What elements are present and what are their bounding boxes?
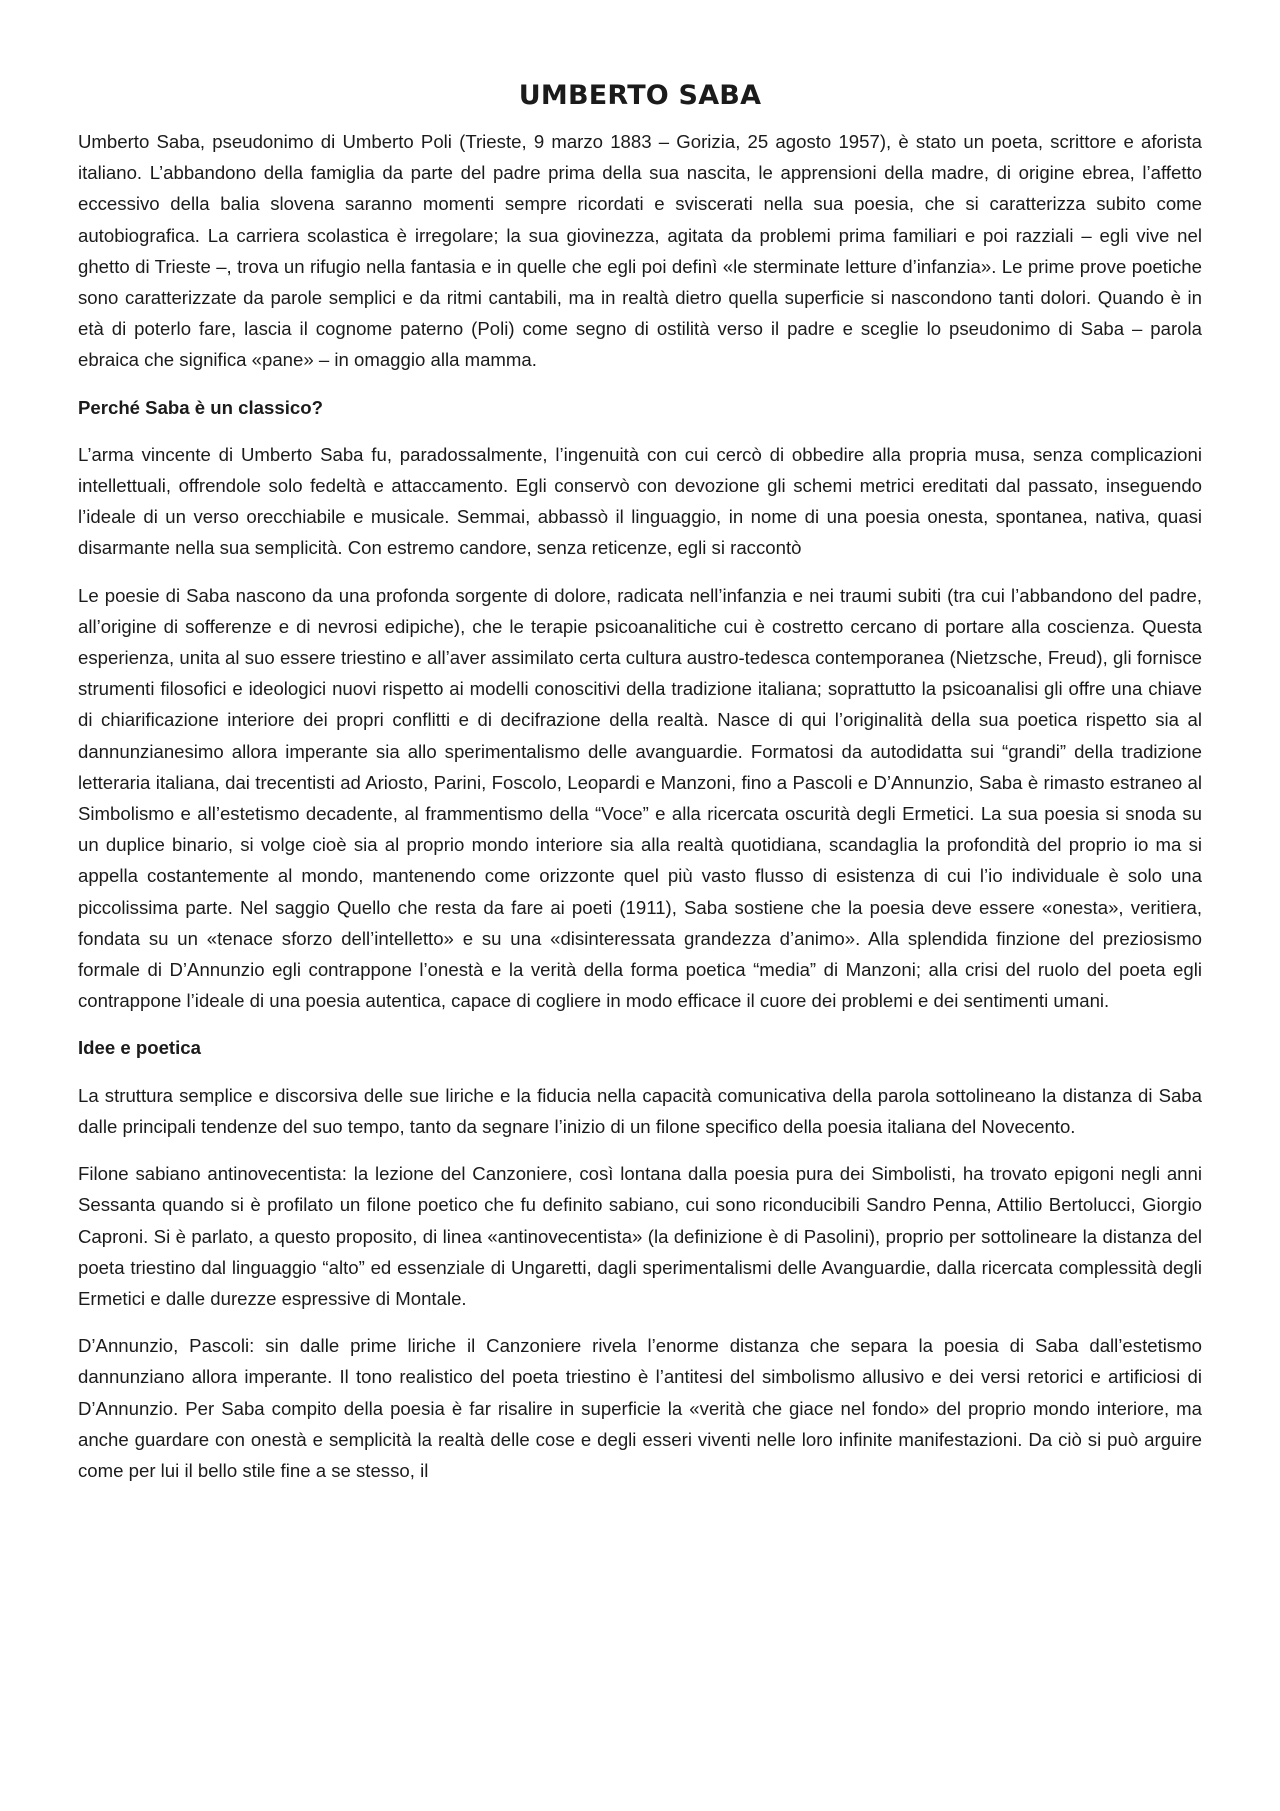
section-heading-idee: Idee e poetica — [78, 1037, 201, 1059]
section-heading-classico: Perché Saba è un classico? — [78, 396, 323, 418]
classico-paragraph-1: L’arma vincente di Umberto Saba fu, paradossalmente, l’ingenuità con cui cercò di obbedire alla propria musa, senza complicazioni intellettuali, offrendole solo fedeltà e attaccamento. Egli conservò con devozione gli schemi metrici ereditati dal passato, inseguendo l’ideale di un verso orecchiabile e musicale. Semmai, abbassò il linguaggio, in nome di una poesia onesta, spontanea, nativa, quasi disarmante nella sua semplicità. Con estremo candore, senza reticenze, egli si raccontò — [78, 443, 1202, 559]
idee-paragraph-2: Filone sabiano antinovecentista: la lezione del Canzoniere, così lontana dalla poesia pura dei Simbolisti, ha trovato epigoni negli anni Sessanta quando si è profilato un filone poetico che fu definito sabiano, cui sono riconducibili Sandro Penna, Attilio Bertolucci, Giorgio Caproni. Si è parlato, a questo proposito, di linea «antinovecentista» (la definizione è di Pasolini), proprio per sottolineare la distanza del poeta triestino dal linguaggio “alto” ed essenziale di Ungaretti, dagli sperimentalismi delle Avanguardie, dalla ricercata complessità degli Ermetici e dalle durezze espressive di Montale. — [78, 1163, 1202, 1309]
classico-paragraph-2: Le poesie di Saba nascono da una profonda sorgente di dolore, radicata nell’infanzia e nei traumi subiti (tra cui l’abbandono del padre, all’origine di sofferenze e di nevrosi edipiche), che le terapie psicoanalitiche cui è costretto cercano di portare alla coscienza. Questa esperienza, unita al suo essere triestino e all’aver assimilato certa cultura austro-tedesca contemporanea (Nietzsche, Freud), gli fornisce strumenti filosofici e ideologici nuovi rispetto ai modelli conoscitivi della tradizione italiana; soprattutto la psicoanalisi gli offre una chiave di chiarificazione interiore dei propri conflitti e di decifrazione della realtà. Nasce di qui l’originalità della sua poetica rispetto sia al dannunzianesimo allora imperante sia allo sperimentalismo delle avanguardie. Formatosi da autodidatta sui “grandi” della tradizione letteraria italiana, dai trecentisti ad Ariosto, Parini, Foscolo, Leopardi e Manzoni, fino a Pascoli e D’Annunzio, Saba è rimasto estraneo al Simbolismo e all’estetismo decadente, al frammentismo della “Voce” e alla ricercata oscurità degli Ermetici. La sua poesia si snoda su un duplice binario, si volge cioè sia al proprio mondo interiore sia alla realtà quotidiana, scandaglia la profondità del proprio io ma si appella costantemente al mondo, mantenendo come orizzonte quel più vasto flusso di esistenza di cui l’io individuale è solo una piccolissima parte. Nel saggio Quello che resta da fare ai poeti (1911), Saba sostiene che la poesia deve essere «onesta», veritiera, fondata su un «tenace sforzo dell’intelletto» e su una «disinteressata grandezza d’animo». Alla splendida finzione del preziosismo formale di D’Annunzio egli contrappone l’onestà e la verità della forma poetica “media” di Manzoni; alla crisi del ruolo del poeta egli contrappone l’ideale di una poesia autentica, capace di cogliere in modo efficace il cuore dei problemi e dei sentimenti umani. — [78, 584, 1202, 1012]
page-title: UMBERTO SABA — [518, 80, 762, 111]
idee-paragraph-3: D’Annunzio, Pascoli: sin dalle prime liriche il Canzoniere rivela l’enorme distanza che separa la poesia di Saba dall’estetismo dannunziano allora imperante. Il tono realistico del poeta triestino è l’antitesi del simbolismo allusivo e dei versi retorici e artificiosi di D’Annunzio. Per Saba compito della poesia è far risalire in superficie la «verità che giace nel fondo» del proprio mondo interiore, ma anche guardare con onestà e semplicità la realtà delle cose e degli esseri viventi nelle loro infinite manifestazioni. Da ciò si può arguire come per lui il bello stile fine a se stesso, il — [78, 1335, 1202, 1481]
intro-paragraph: Umberto Saba, pseudonimo di Umberto Poli (Trieste, 9 marzo 1883 – Gorizia, 25 agosto 1957), è stato un poeta, scrittore e aforista italiano. L’abbandono della famiglia da parte del padre prima della sua nascita, le apprensioni della madre, di origine ebrea, l’affetto eccessivo della balia slovena saranno momenti sempre ricordati e sviscerati nella sua poesia, che si caratterizza subito come autobiografica. La carriera scolastica è irregolare; la sua giovinezza, agitata da problemi prima familiari e poi razziali – egli vive nel ghetto di Trieste –, trova un rifugio nella fantasia e in quelle che egli poi definì «le sterminate letture d’infanzia». Le prime prove poetiche sono caratterizzate da parole semplici e da ritmi cantabili, ma in realtà dietro quella superficie si nascondono tanti dolori. Quando è in età di poterlo fare, lascia il cognome paterno (Poli) come segno di ostilità verso il padre e sceglie lo pseudonimo di Saba – parola ebraica che significa «pane» – in omaggio alla mamma. — [78, 131, 1202, 371]
idee-paragraph-1: La struttura semplice e discorsiva delle sue liriche e la fiducia nella capacità comunicativa della parola sottolineano la distanza di Saba dalle principali tendenze del suo tempo, tanto da segnare l’inizio di un filone specifico della poesia italiana del Novecento. — [78, 1084, 1202, 1137]
